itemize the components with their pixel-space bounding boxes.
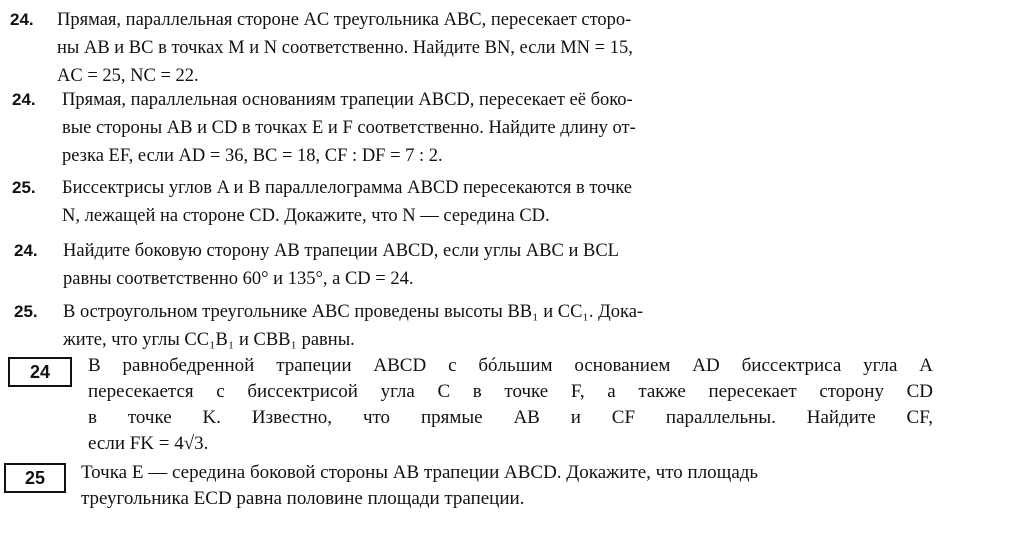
problem-line: Биссектрисы углов A и B параллелограмма ABCD пересекаются в точке	[62, 178, 632, 198]
problem-line: AC = 25, NC = 22.	[57, 66, 199, 86]
problem-number-box: 25	[4, 463, 66, 493]
problem-line: жите, что углы CC₁B₁ и CBB₁ равны.	[63, 330, 355, 350]
problem-line: если FK = 4√3.	[88, 433, 209, 454]
problem-number: 24.	[12, 90, 36, 109]
problem-number: 24.	[14, 241, 38, 260]
problem-line: Прямая, параллельная стороне AC треугольника ABC, пересекает сторо-	[57, 10, 632, 30]
problem-line: В равнобедренной трапеции ABCD с бóльшим основанием AD биссектриса угла A	[88, 355, 933, 376]
problem-line: в точке K. Известно, что прямые AB и CF параллельны. Найдите CF,	[88, 407, 933, 428]
problem-line: В остроугольном треугольнике ABC проведены высоты BB₁ и CC₁. Дока-	[63, 302, 644, 322]
problem-line: ны AB и BC в точках M и N соответственно. Найдите BN, если MN = 15,	[57, 38, 633, 58]
problem-line: резка EF, если AD = 36, BC = 18, CF : DF = 7 : 2.	[62, 146, 443, 166]
problem-line: вые стороны AB и CD в точках E и F соответственно. Найдите длину от-	[62, 118, 636, 138]
problem-line: Точка E — середина боковой стороны AB трапеции ABCD. Докажите, что площадь	[81, 462, 759, 483]
problem-number: 25.	[12, 178, 36, 197]
problem-line: Найдите боковую сторону AB трапеции ABCD, если углы ABC и BCL	[63, 241, 619, 261]
problem-number-box: 24	[8, 357, 72, 387]
problem-line: равны соответственно 60° и 135°, а CD = 24.	[63, 269, 414, 289]
problem-line: N, лежащей на стороне CD. Докажите, что N — середина CD.	[62, 206, 550, 226]
problem-number: 25.	[14, 302, 38, 321]
problem-line: треугольника ECD равна половине площади трапеции.	[81, 488, 525, 509]
problem-line: пересекается с биссектрисой угла C в точке F, а также пересекает сторону CD	[88, 381, 933, 402]
problem-line: Прямая, параллельная основаниям трапеции ABCD, пересекает её боко-	[62, 90, 633, 110]
problem-number: 24.	[10, 10, 34, 29]
